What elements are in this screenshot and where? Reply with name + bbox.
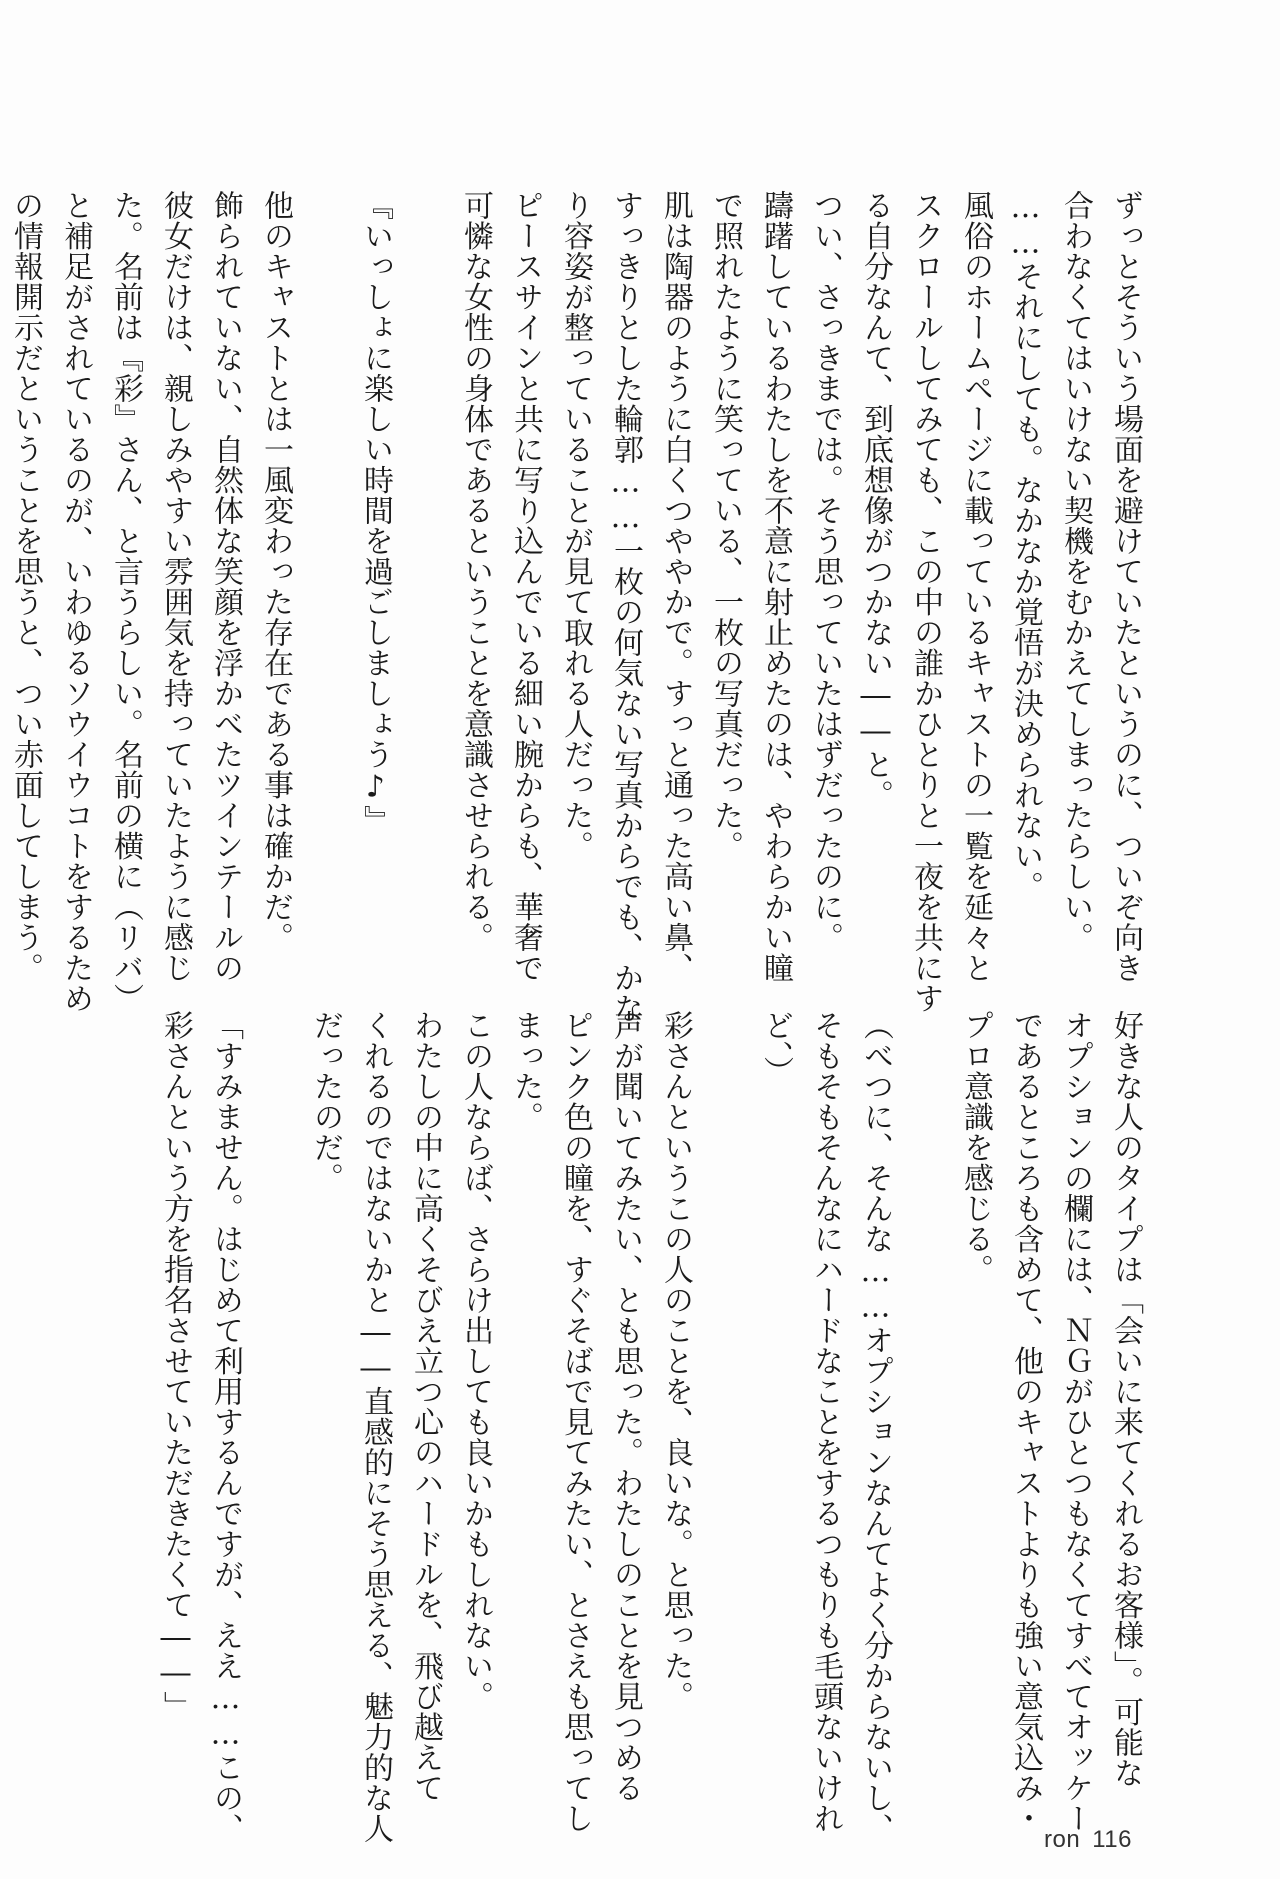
text-line: ピンク色の瞳を、すぐそばで見てみたい、とさえも思ってし	[558, 1010, 593, 1834]
text-line: プロ意識を感じる。	[958, 1010, 993, 1285]
page-footer	[1032, 1826, 1132, 1854]
text-line: 好きな人のタイプは「会いに来てくれるお客様」。可能な	[1108, 1010, 1143, 1788]
text-line: スクロールしてみても、この中の誰かひとりと一夜を共にす	[908, 190, 943, 1014]
text-line: くれるのではないかと――直感的にそう思える、魅力的な人	[358, 1010, 393, 1844]
text-line: すっきりとした輪郭……一枚の何気ない写真からでも、かな	[608, 190, 643, 1024]
text-line: 「すみません。はじめて利用するんですが、ええ……この、	[208, 1010, 243, 1844]
text-line: わたしの中に高くそびえ立つ心のハードルを、飛び越えて	[408, 1010, 443, 1803]
text-line: 他のキャストとは一風変わった存在である事は確かだ。	[258, 190, 293, 953]
text-line: そもそもそんなにハードなことをするつもりも毛頭ないけれ	[808, 1010, 843, 1834]
text-line: で照れたように笑っている、一枚の写真だった。	[708, 190, 743, 861]
text-line: 風俗のホームページに載っているキャストの一覧を延々と	[958, 190, 993, 983]
text-line: り容姿が整っていることが見て取れる人だった。	[558, 190, 593, 861]
text-line: ど、）	[758, 1010, 793, 1087]
text-line: この人ならば、さらけ出しても良いかもしれない。	[458, 1010, 493, 1712]
blank-line	[400, 190, 450, 890]
text-line: 声が聞いてみたい、とも思った。わたしのことを見つめる	[608, 1010, 643, 1803]
text-line: （べつに、そんな……オプションなんてよく分からないし、	[858, 1010, 893, 1844]
text-line: ピースサインと共に写り込んでいる細い腕からも、華奢で	[508, 190, 543, 983]
text-block-top	[8, 190, 1150, 1024]
text-line: 彩さんというこの人のことを、良いな。と思った。	[658, 1010, 693, 1712]
text-line: 飾られていない、自然体な笑顔を浮かべたツインテールの	[208, 190, 243, 983]
text-line: まった。	[508, 1010, 543, 1132]
text-line: 合わなくてはいけない契機をむかえてしまったらしい。	[1058, 190, 1093, 953]
blank-line	[900, 1010, 950, 1730]
text-line: る自分なんて、到底想像がつかない――と。	[858, 190, 893, 810]
footer-author: ron	[1044, 1826, 1081, 1853]
text-line: だったのだ。	[308, 1010, 343, 1193]
text-line: の情報開示だということを思うと、つい赤面してしまう。	[8, 190, 43, 983]
text-line: ずっとそういう場面を避けていたというのに、ついぞ向き	[1108, 190, 1143, 983]
blank-line	[300, 190, 350, 890]
text-line: 『いっしょに楽しい時間を過ごしましょう♪』	[358, 190, 393, 836]
page-number: 116	[1092, 1826, 1132, 1853]
text-line: 可憐な女性の身体であるということを意識させられる。	[458, 190, 493, 953]
text-line: 肌は陶器のように白くつややかで。すっと通った高い鼻、	[658, 190, 693, 983]
text-line: ……それにしても。なかなか覚悟が決められない。	[1008, 190, 1043, 902]
blank-line	[250, 1010, 300, 1730]
text-line: オプションの欄には、ＮＧがひとつもなくてすべてオッケー	[1058, 1010, 1093, 1834]
text-line: つい、さっきまでは。そう思っていたはずだったのに。	[808, 190, 843, 953]
text-line: 彩さんという方を指名させていただきたくて――」	[158, 1010, 193, 1722]
text-line: 躊躇しているわたしを不意に射止めたのは、やわらかい瞳	[758, 190, 793, 983]
text-line: と補足がされているのが、いわゆるソウイウコトをするため	[58, 190, 93, 1014]
text-line: であるところも含めて、他のキャストよりも強い意気込み・	[1008, 1010, 1043, 1834]
text-line: 彼女だけは、親しみやすい雰囲気を持っていたように感じ	[158, 190, 193, 983]
blank-line	[700, 1010, 750, 1730]
text-line: た。名前は『彩』さん、と言うらしい。名前の横に（リバ）	[108, 190, 143, 1014]
